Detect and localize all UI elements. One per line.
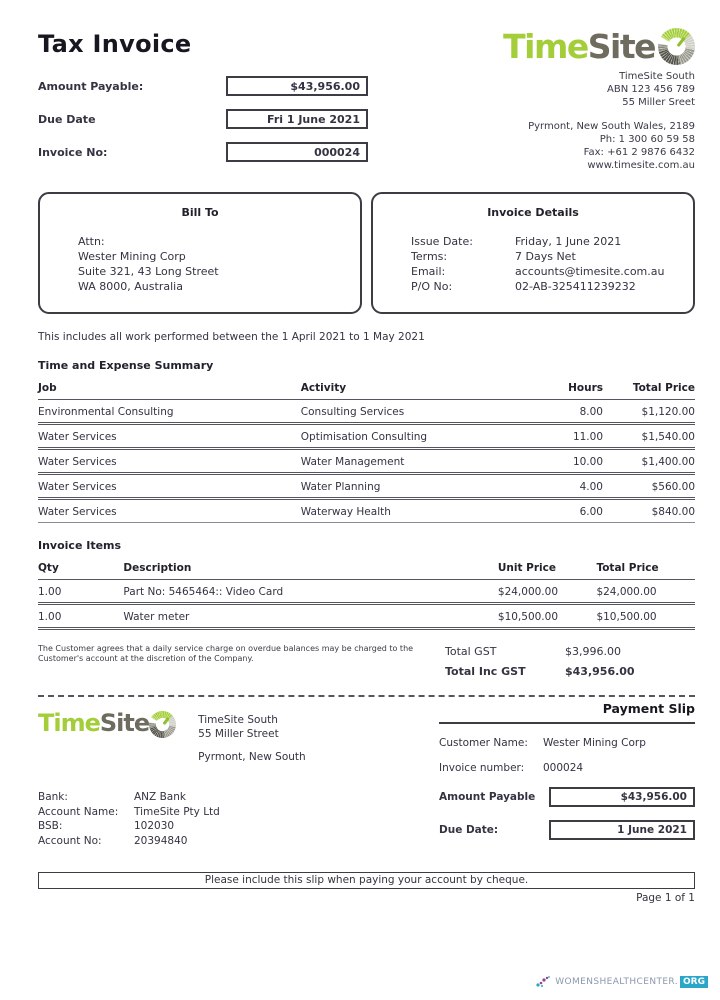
cell-job: Water Services [38, 424, 301, 449]
email-value: accounts@timesite.com.au [515, 265, 665, 278]
customer-name-row [439, 737, 695, 749]
totals-block [445, 644, 695, 685]
logo-part-site: Site [587, 27, 655, 66]
slip-logo-wordmark [38, 711, 149, 735]
terms-note: The Customer agrees that a daily service charge on overdue balances may be charged to the Customer's account at the discretion of the Company. [38, 644, 414, 663]
amount-payable-label: Amount Payable: [38, 79, 144, 93]
header-right [503, 28, 695, 175]
table-row [38, 499, 695, 523]
company-logo [503, 28, 695, 65]
cell-qty: 1.00 [38, 604, 123, 629]
table-row [38, 400, 695, 424]
company-website: www.timesite.com.au [587, 160, 695, 171]
bill-to-city: WA 8000, Australia [78, 280, 183, 293]
bank-value: ANZ Bank [134, 791, 186, 803]
header [38, 28, 695, 175]
po-label: P/O No: [411, 280, 453, 293]
logo-wordmark [503, 27, 655, 66]
cell-total: $1,120.00 [603, 400, 695, 424]
bsb-row [38, 819, 439, 834]
clock-hand [676, 37, 685, 48]
cell-description: Water meter [123, 604, 497, 629]
company-city: Pyrmont, New South Wales, 2189 [528, 121, 695, 132]
slip-clock-icon [149, 711, 176, 738]
table-row [38, 580, 695, 604]
bill-to-box [38, 192, 362, 314]
cell-unit-price: $24,000.00 [498, 580, 597, 604]
items-title: Invoice Items [38, 539, 122, 552]
cheque-note-box: Please include this slip when paying your account by cheque. [38, 872, 695, 889]
summary-header-job: Job [38, 377, 301, 400]
table-row [38, 604, 695, 629]
cell-total-price: $24,000.00 [596, 580, 695, 604]
bill-to-name: Wester Mining Corp [78, 250, 186, 263]
summary-header-activity: Activity [301, 377, 538, 400]
total-inc-gst-value: $43,956.00 [565, 665, 635, 678]
items-header-description: Description [123, 557, 497, 580]
customer-name-label: Customer Name: [439, 737, 528, 749]
slip-company-city: Pyrmont, New South [198, 751, 306, 763]
cell-total-price: $10,500.00 [596, 604, 695, 629]
slip-amount-payable-label: Amount Payable [439, 791, 536, 803]
summary-header-total: Total Price [603, 377, 695, 400]
account-name-label: Account Name: [38, 805, 119, 818]
cell-job: Water Services [38, 499, 301, 523]
cell-total: $560.00 [603, 474, 695, 499]
company-fax: Fax: +61 2 9876 6432 [583, 147, 695, 158]
email-label: Email: [411, 265, 446, 278]
slip-clock-hand [162, 717, 169, 725]
clock-icon [658, 28, 695, 65]
invoice-no-label: Invoice No: [38, 145, 108, 159]
bill-to-address [78, 234, 360, 294]
work-period-note: This includes all work performed between the 1 April 2021 to 1 May 2021 [38, 331, 425, 343]
amount-payable-value: $43,956.00 [226, 76, 368, 96]
slip-due-date-label: Due Date: [439, 824, 499, 836]
table-row [38, 474, 695, 499]
due-date-field [38, 109, 368, 129]
terms-label: Terms: [411, 250, 448, 263]
cell-hours: 11.00 [537, 424, 603, 449]
payment-slip-title: Payment Slip [439, 697, 695, 724]
payment-slip [38, 697, 695, 848]
amount-payable-field [38, 76, 368, 96]
slip-due-date-value: 1 June 2021 [549, 820, 695, 840]
summary-title: Time and Expense Summary [38, 359, 214, 372]
email-row [373, 264, 693, 279]
total-gst-value: $3,996.00 [565, 645, 621, 658]
bank-label: Bank: [38, 791, 68, 803]
items-header-unit-price: Unit Price [498, 557, 597, 580]
header-left [38, 28, 368, 175]
terms-value: 7 Days Net [515, 250, 576, 263]
page-number: Page 1 of 1 [636, 892, 695, 904]
slip-invoice-number-row [439, 762, 695, 774]
slip-logo-part-time: Time [38, 709, 100, 737]
company-street: 55 Miller Sreet [622, 97, 695, 108]
slip-invoice-number-label: Invoice number: [439, 762, 525, 774]
slip-company-address [198, 711, 306, 764]
cell-qty: 1.00 [38, 580, 123, 604]
items-header-total-price: Total Price [596, 557, 695, 580]
bill-to-attn: Attn: [78, 235, 105, 248]
bill-to-title: Bill To [181, 206, 219, 219]
invoice-details-rows [373, 234, 693, 294]
total-inc-gst-label: Total Inc GST [445, 665, 526, 678]
due-date-value: Fri 1 June 2021 [226, 109, 368, 129]
summary-header-hours: Hours [537, 377, 603, 400]
slip-logo-row [38, 711, 439, 764]
po-row [373, 279, 693, 294]
table-row [38, 449, 695, 474]
items-header-row [38, 557, 695, 580]
due-date-label: Due Date [38, 112, 96, 126]
issue-date-value: Friday, 1 June 2021 [515, 235, 622, 248]
cell-hours: 10.00 [537, 449, 603, 474]
watermark-logo-icon [535, 974, 553, 990]
company-abn: ABN 123 456 789 [607, 84, 695, 95]
bsb-label: BSB: [38, 820, 63, 832]
invoice-details-box [371, 192, 695, 314]
cell-total: $1,540.00 [603, 424, 695, 449]
bank-row [38, 790, 439, 805]
cell-unit-price: $10,500.00 [498, 604, 597, 629]
invoice-no-field [38, 142, 368, 162]
watermark [535, 974, 708, 990]
info-boxes [38, 192, 695, 314]
logo-part-time: Time [503, 27, 588, 66]
issue-date-label: Issue Date: [411, 235, 473, 248]
customer-name-value: Wester Mining Corp [543, 737, 646, 749]
bill-to-street: Suite 321, 43 Long Street [78, 265, 219, 278]
cell-total: $840.00 [603, 499, 695, 523]
slip-due-date-row [439, 820, 695, 840]
bsb-value: 102030 [134, 820, 175, 832]
cell-hours: 4.00 [537, 474, 603, 499]
bank-details [38, 790, 439, 848]
page-title: Tax Invoice [38, 30, 192, 58]
items-header-qty: Qty [38, 557, 123, 580]
cell-total: $1,400.00 [603, 449, 695, 474]
account-no-label: Account No: [38, 834, 102, 847]
cell-activity: Waterway Health [301, 499, 538, 523]
time-expense-table [38, 377, 695, 523]
account-no-value: 20394840 [134, 834, 188, 847]
cell-activity: Optimisation Consulting [301, 424, 538, 449]
slip-company-street: 55 Miller Street [198, 728, 279, 740]
account-no-row [38, 834, 439, 849]
terms-row [373, 249, 693, 264]
invoice-no-value: 000024 [226, 142, 368, 162]
watermark-badge: ORG [680, 976, 708, 988]
company-phone: Ph: 1 300 60 59 58 [599, 134, 695, 145]
watermark-text: WOMENSHEALTHCENTER. [555, 977, 679, 987]
cell-hours: 6.00 [537, 499, 603, 523]
account-name-row [38, 805, 439, 820]
cell-activity: Water Management [301, 449, 538, 474]
company-address-top [503, 70, 695, 109]
invoice-details-title: Invoice Details [487, 206, 579, 219]
slip-amount-payable-value: $43,956.00 [549, 787, 695, 807]
total-gst-label: Total GST [445, 645, 497, 658]
cell-activity: Consulting Services [301, 400, 538, 424]
account-name-value: TimeSite Pty Ltd [134, 805, 220, 818]
slip-company-name: TimeSite South [198, 714, 278, 726]
slip-amount-payable-row [439, 787, 695, 807]
slip-logo-part-site: Site [99, 709, 150, 737]
cell-job: Water Services [38, 474, 301, 499]
company-name: TimeSite South [619, 71, 695, 82]
company-address-bottom [503, 120, 695, 172]
invoice-items-table [38, 557, 695, 630]
payment-slip-right [439, 697, 695, 848]
po-value: 02-AB-325411239232 [515, 280, 636, 293]
total-gst-row [445, 645, 695, 658]
slip-invoice-number-value: 000024 [543, 762, 584, 774]
issue-date-row [373, 234, 693, 249]
cell-job: Environmental Consulting [38, 400, 301, 424]
terms-and-totals [38, 644, 695, 685]
summary-header-row [38, 377, 695, 400]
cell-activity: Water Planning [301, 474, 538, 499]
cell-description: Part No: 5465464:: Video Card [123, 580, 497, 604]
payment-slip-left [38, 697, 439, 848]
cell-job: Water Services [38, 449, 301, 474]
total-inc-gst-row [445, 665, 695, 678]
cell-hours: 8.00 [537, 400, 603, 424]
table-row [38, 424, 695, 449]
